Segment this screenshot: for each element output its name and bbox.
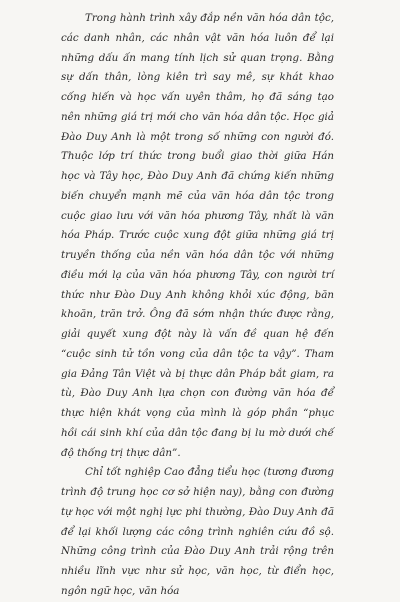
paragraph-1: Trong hành trình xây đắp nền văn hóa dân tộc, các danh nhân, các nhân vật văn hóa luôn để lại những dấu ấn mang tính lịch sử quan trọng. Bằng sự dấn thân, lòng kiên trì say mê, sự khát khao cống hiến và học vấn uyên thâm, họ đã sáng tạo nên những giá trị mới cho văn hóa dân tộc. Học giả Đào Duy Anh là một trong số những con người đó. Thuộc lớp trí thức trong buổi giao thời giữa Hán học và Tây học, Đào Duy Anh đã chứng kiến những biến chuyển mạnh mẽ của văn hóa dân tộc trong cuộc giao lưu với văn hóa phương Tây, nhất là văn hóa Pháp. Trước cuộc xung đột giữa những giá trị truyền thống của nền văn hóa dân tộc với những điều mới lạ của văn hóa phương Tây, con người trí thức như Đào Duy Anh không khỏi xúc động, băn khoăn, trăn trở. Ông đã sớm nhận thức được rằng, giải quyết xung đột này là vấn đề quan hệ đến “cuộc sinh tử tồn vong của dân tộc ta vậy”. Tham gia Đảng Tân Việt và bị thực dân Pháp bắt giam, ra tù, Đào Duy Anh lựa chọn con đường văn hóa để thực hiện khát vọng của mình là góp phần “phục hồi cái sinh khí của dân tộc đang bị lu mờ dưới chế độ thống trị thực dân”. [61, 12, 334, 459]
paragraph-2: Chỉ tốt nghiệp Cao đẳng tiểu học (tương đương trình độ trung học cơ sở hiện nay), bằng con đường tự học với một nghị lực phi thường, Đào Duy Anh đã để lại khối lượng các công trình nghiên cứu đồ sộ. Những công trình của Đào Duy Anh trải rộng trên nhiều lĩnh vực như sử học, văn học, từ điển học, ngôn ngữ học, văn hóa [61, 466, 334, 597]
